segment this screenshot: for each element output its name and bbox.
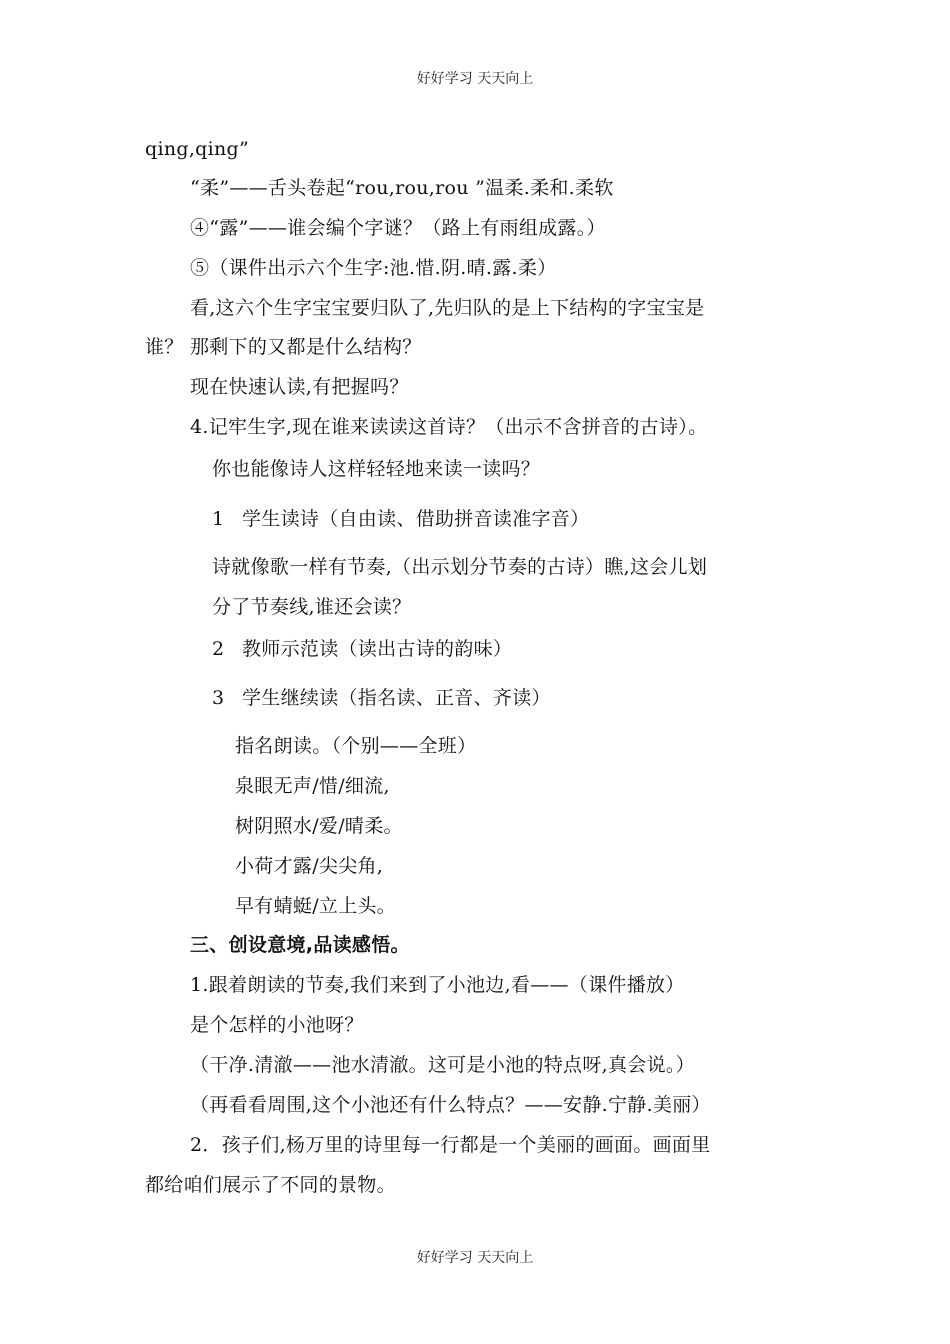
numbered-item — [212, 635, 512, 663]
text-line: 看,这六个生字宝宝要归队了,先归队的是上下结构的字宝宝是 — [190, 297, 705, 319]
numbered-item — [212, 684, 551, 712]
text-line: 谁？ 那剩下的又都是什么结构？ — [145, 336, 422, 358]
item-number: 3 — [212, 687, 225, 709]
text-line: “柔”——舌头卷起“rou,rou,rou ”温柔.柔和.柔软 — [190, 177, 614, 199]
poem-line: 小荷才露/尖尖角, — [235, 855, 384, 877]
section-heading: 三、创设意境,品读感悟。 — [190, 934, 410, 956]
text-line: 指名朗读。（个别——全班） — [235, 735, 477, 757]
text-line: 都给咱们展示了不同的景物。 — [145, 1174, 396, 1196]
item-number: 2 — [212, 638, 225, 660]
item-text: 学生继续读（指名读、正音、齐读） — [242, 687, 551, 709]
text-line: ④“露”——谁会编个字谜？（路上有雨组成露。） — [190, 217, 606, 239]
text-line: 你也能像诗人这样轻轻地来读一读吗？ — [212, 458, 541, 480]
page-header: 好好学习 天天向上 — [416, 71, 534, 87]
item-number: 1 — [212, 508, 225, 530]
text-line: 4.记牢生字,现在谁来读读这首诗？（出示不含拼音的古诗）。 — [190, 416, 708, 438]
numbered-item — [212, 505, 589, 533]
text-line: 2．孩子们,杨万里的诗里每一行都是一个美丽的画面。画面里 — [190, 1134, 711, 1156]
text-line: （再看看周围,这个小池还有什么特点？——安静.宁静.美丽） — [190, 1094, 711, 1116]
text-line: 是个怎样的小池呀？ — [190, 1014, 364, 1036]
poem-line: 早有蜻蜓/立上头。 — [235, 895, 397, 917]
poem-line: 泉眼无声/惜/细流, — [235, 775, 390, 797]
text-line: 1.跟着朗读的节奏,我们来到了小池边,看——（课件播放） — [190, 974, 685, 996]
page-footer: 好好学习 天天向上 — [416, 1250, 534, 1266]
text-line: 诗就像歌一样有节奏,（出示划分节奏的古诗）瞧,这会儿划 — [212, 556, 708, 578]
poem-line: 树阴照水/爱/晴柔。 — [235, 815, 403, 837]
item-text: 教师示范读（读出古诗的韵味） — [242, 638, 513, 660]
text-line: 现在快速认读,有把握吗？ — [190, 376, 409, 398]
text-line: 分了节奏线,谁还会读？ — [212, 596, 412, 618]
text-line: （干净.清澈——池水清澈。这可是小池的特点呀,真会说。） — [190, 1054, 695, 1076]
text-line: qing,qing” — [145, 138, 250, 160]
item-text: 学生读诗（自由读、借助拼音读准字音） — [242, 508, 590, 530]
text-line: ⑤（课件出示六个生字:池.惜.阴.晴.露.柔） — [190, 257, 557, 279]
